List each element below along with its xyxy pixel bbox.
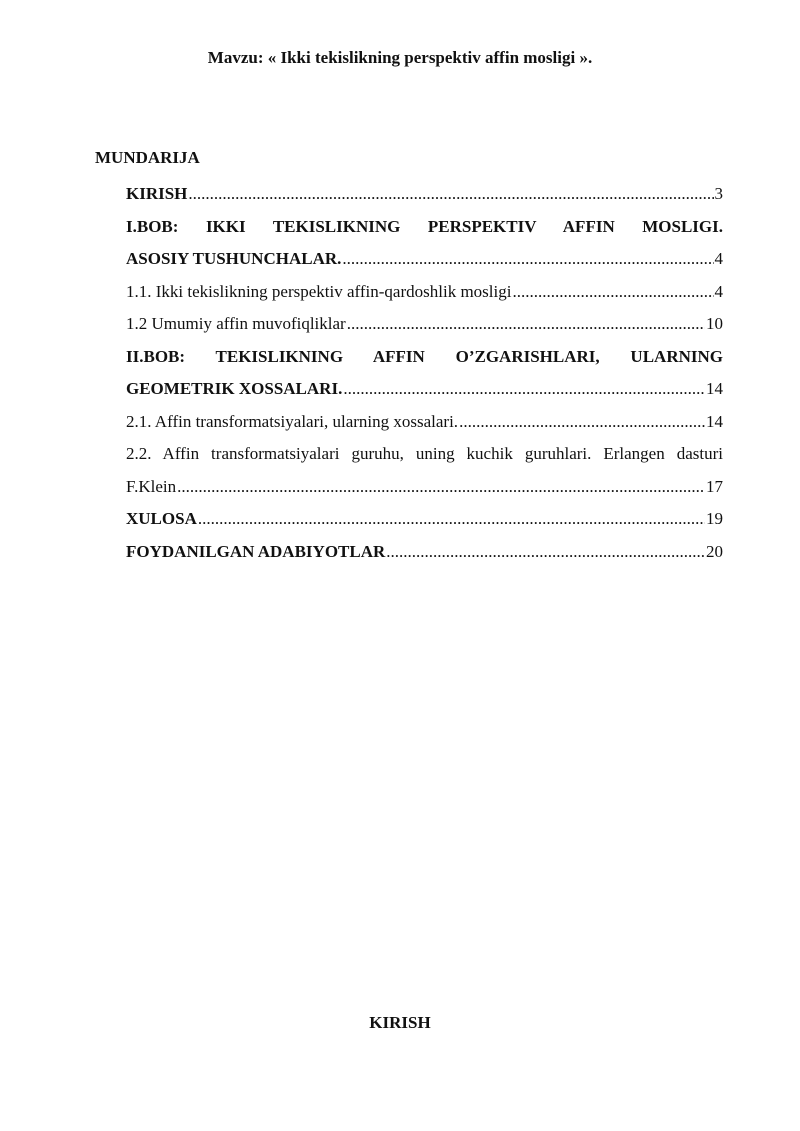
toc-page-number: 14 xyxy=(706,411,723,431)
dot-leader xyxy=(342,243,713,276)
toc-entry-title-line-1: II.BOB: TEKISLIKNING AFFIN O’ZGARISHLARI, ULARNING xyxy=(126,346,723,366)
toc-entry-title-line-2: GEOMETRIK XOSSALARI. xyxy=(126,379,343,398)
toc-entry-title: FOYDANILGAN ADABIYOTLAR xyxy=(126,541,386,561)
toc-entry-section-1-2[interactable] xyxy=(126,308,723,341)
toc-entry-xulosa[interactable] xyxy=(126,503,723,536)
dot-leader xyxy=(198,503,705,536)
toc-page-number: 10 xyxy=(706,314,723,333)
toc-entry-title-line-2: F.Klein xyxy=(126,476,177,496)
dot-leader xyxy=(512,276,713,309)
toc-page-number: 20 xyxy=(706,541,723,561)
toc-entry-chapter-2[interactable] xyxy=(126,341,723,406)
toc-entry-section-2-2[interactable] xyxy=(126,438,723,503)
toc-page-number: 17 xyxy=(706,476,723,496)
toc-page-number: 19 xyxy=(706,509,723,528)
section-heading-kirish: KIRISH xyxy=(369,1013,431,1032)
toc-entry-chapter-1[interactable] xyxy=(126,211,723,276)
toc-entry-kirish[interactable] xyxy=(126,178,723,211)
dot-leader xyxy=(347,308,705,341)
dot-leader xyxy=(188,178,713,211)
toc-entry-title-line-2: ASOSIY TUSHUNCHALAR. xyxy=(126,249,342,268)
toc-heading: MUNDARIJA xyxy=(95,148,200,167)
toc-page-number: 14 xyxy=(706,379,723,398)
toc-page-number: 4 xyxy=(714,249,723,268)
page-title: Mavzu: « Ikki tekislikning perspektiv affin mosligi ». xyxy=(207,48,593,67)
table-of-contents xyxy=(126,178,723,568)
toc-page-number: 4 xyxy=(714,281,723,301)
toc-entry-section-1-1[interactable] xyxy=(126,276,723,309)
toc-entry-title-line-1: 2.2. Affin transformatsiyalari guruhu, uning kuchik guruhlari. Erlangen dasturi xyxy=(126,444,723,463)
dot-leader xyxy=(459,406,705,439)
dot-leader xyxy=(177,471,705,504)
toc-entry-title: 1.1. Ikki tekislikning perspektiv affin-qardoshlik mosligi xyxy=(126,281,512,301)
dot-leader xyxy=(386,536,705,569)
toc-entry-title: XULOSA xyxy=(126,509,197,528)
toc-entry-title: 1.2 Umumiy affin muvofiqliklar xyxy=(126,314,346,333)
toc-entry-title: KIRISH xyxy=(126,184,188,203)
toc-entry-title-line-1: I.BOB: IKKI TEKISLIKNING PERSPEKTIV AFFIN MOSLIGI. xyxy=(126,216,723,236)
toc-entry-title: 2.1. Affin transformatsiyalari, ularning xossalari. xyxy=(126,411,459,431)
toc-entry-references[interactable] xyxy=(126,536,723,569)
dot-leader xyxy=(343,373,705,406)
toc-page-number: 3 xyxy=(714,184,723,203)
toc-entry-section-2-1[interactable] xyxy=(126,406,723,439)
